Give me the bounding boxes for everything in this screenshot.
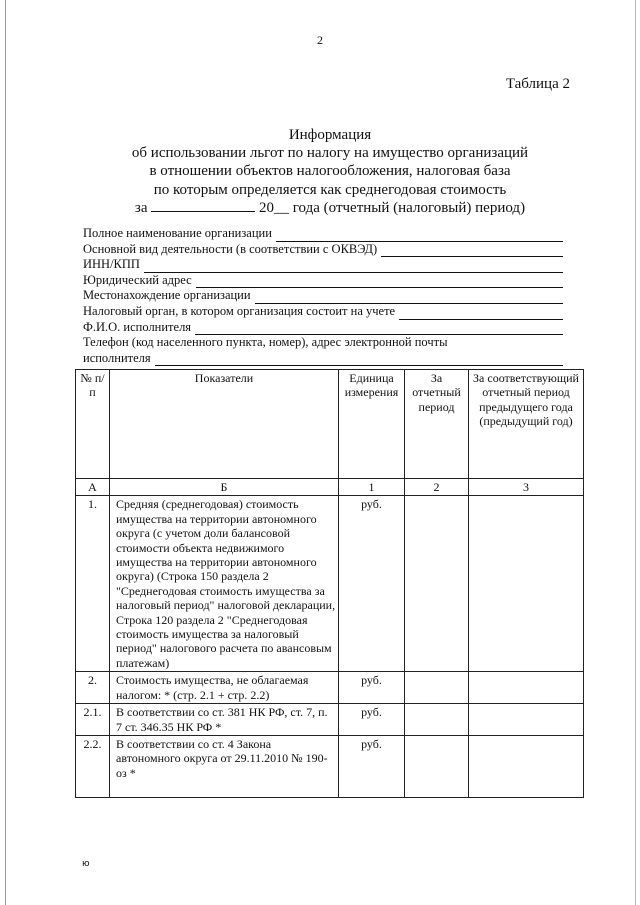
header-num: № п/п bbox=[76, 370, 110, 479]
field-full-name bbox=[83, 226, 563, 242]
row-value-previous bbox=[469, 704, 584, 736]
index-cell: Б bbox=[110, 479, 339, 496]
header-indicators: Показатели bbox=[110, 370, 339, 479]
row-value-current bbox=[405, 704, 469, 736]
title-line-4: по которым определяется как среднегодовая стоимость bbox=[153, 181, 507, 198]
field-legal-address bbox=[83, 273, 563, 289]
title-line-1: Информация bbox=[288, 127, 372, 143]
table-row bbox=[76, 735, 584, 797]
field-executor-name bbox=[83, 320, 563, 336]
row-num: 2.2. bbox=[76, 735, 110, 797]
field-blank bbox=[144, 261, 563, 273]
row-unit: руб. bbox=[339, 672, 405, 704]
row-text: Средняя (среднегодовая) стоимость имущества на территории автономного округа (с учетом доли балансовой стоимости объекта недвижимого имущества на территории автономного округа) (Строка 150 раздела 2 "Среднегодовая стоимость имущества за налоговый период" налоговой декларации, Строка 120 раздела 2 "Среднегодовая стоимость имущества за налоговый период" налогового расчета по авансовым платежам) bbox=[110, 496, 339, 672]
header-current-period: За отчетный период bbox=[405, 370, 469, 479]
field-blank bbox=[255, 292, 563, 304]
organization-fields bbox=[83, 226, 563, 366]
index-cell: 1 bbox=[339, 479, 405, 496]
footer-mark: ю bbox=[82, 859, 90, 869]
document-title bbox=[80, 126, 580, 217]
field-blank bbox=[155, 354, 563, 366]
field-label: исполнителя bbox=[83, 350, 151, 365]
field-label: ИНН/КПП bbox=[83, 257, 140, 272]
title-period-year: 20__ bbox=[259, 199, 290, 216]
table-row bbox=[76, 496, 584, 672]
row-unit: руб. bbox=[339, 496, 405, 672]
header-previous-period: За соответствующий отчетный период предыдущего года (предыдущий год) bbox=[469, 370, 584, 479]
table-label: Таблица 2 bbox=[505, 76, 570, 92]
field-blank bbox=[276, 230, 563, 242]
indicators-table bbox=[75, 369, 584, 798]
title-period-prefix: за bbox=[134, 199, 148, 216]
header-unit: Единица измерения bbox=[339, 370, 405, 479]
row-text: В соответствии со ст. 4 Закона автономного округа от 29.11.2010 № 190-оз * bbox=[110, 735, 339, 797]
row-value-current bbox=[405, 735, 469, 797]
title-line-2: об использовании льгот по налогу на имущество организаций bbox=[131, 145, 529, 162]
field-label: Основной вид деятельности (в соответствии с ОКВЭД) bbox=[83, 241, 378, 256]
row-num: 1. bbox=[76, 496, 110, 672]
field-label: Ф.И.О. исполнителя bbox=[83, 319, 192, 334]
row-value-current bbox=[405, 496, 469, 672]
row-text: В соответствии со ст. 381 НК РФ, ст. 7, п. 7 ст. 346.35 НК РФ * bbox=[110, 704, 339, 736]
table-row bbox=[76, 704, 584, 736]
table-header-row bbox=[76, 370, 584, 479]
field-label: Юридический адрес bbox=[83, 272, 192, 287]
title-period-suffix: года (отчетный (налоговый) период) bbox=[292, 199, 526, 216]
field-tax-office bbox=[83, 304, 563, 320]
field-activity bbox=[83, 242, 563, 258]
index-cell: 3 bbox=[469, 479, 584, 496]
field-phone bbox=[83, 335, 563, 351]
period-blank bbox=[151, 199, 255, 212]
field-label: Телефон (код населенного пункта, номер), адрес электронной почты bbox=[83, 335, 448, 350]
field-inn-kpp bbox=[83, 257, 563, 273]
row-text: Стоимость имущества, не облагаемая налогом: * (стр. 2.1 + стр. 2.2) bbox=[110, 672, 339, 704]
field-phone-cont bbox=[83, 351, 563, 367]
row-value-previous bbox=[469, 672, 584, 704]
field-label: Полное наименование организации bbox=[83, 226, 272, 240]
table-row bbox=[76, 672, 584, 704]
row-num: 2.1. bbox=[76, 704, 110, 736]
row-unit: руб. bbox=[339, 735, 405, 797]
title-line-3: в отношении объектов налогообложения, налоговая база bbox=[149, 163, 511, 180]
title-line-5 bbox=[80, 199, 580, 217]
scan-edge-left bbox=[5, 0, 6, 905]
row-value-current bbox=[405, 672, 469, 704]
field-label: Налоговый орган, в котором организация состоит на учете bbox=[83, 303, 396, 318]
row-unit: руб. bbox=[339, 704, 405, 736]
index-cell: А bbox=[76, 479, 110, 496]
field-location bbox=[83, 288, 563, 304]
field-blank bbox=[196, 276, 563, 288]
field-blank bbox=[399, 308, 563, 320]
page-number: 2 bbox=[317, 33, 323, 47]
scan-edge-right bbox=[635, 0, 636, 905]
row-value-previous bbox=[469, 735, 584, 797]
index-cell: 2 bbox=[405, 479, 469, 496]
field-blank bbox=[195, 323, 563, 335]
field-label: Местонахождение организации bbox=[83, 288, 251, 303]
row-num: 2. bbox=[76, 672, 110, 704]
table-index-row bbox=[76, 479, 584, 496]
row-value-previous bbox=[469, 496, 584, 672]
field-blank bbox=[381, 245, 563, 257]
